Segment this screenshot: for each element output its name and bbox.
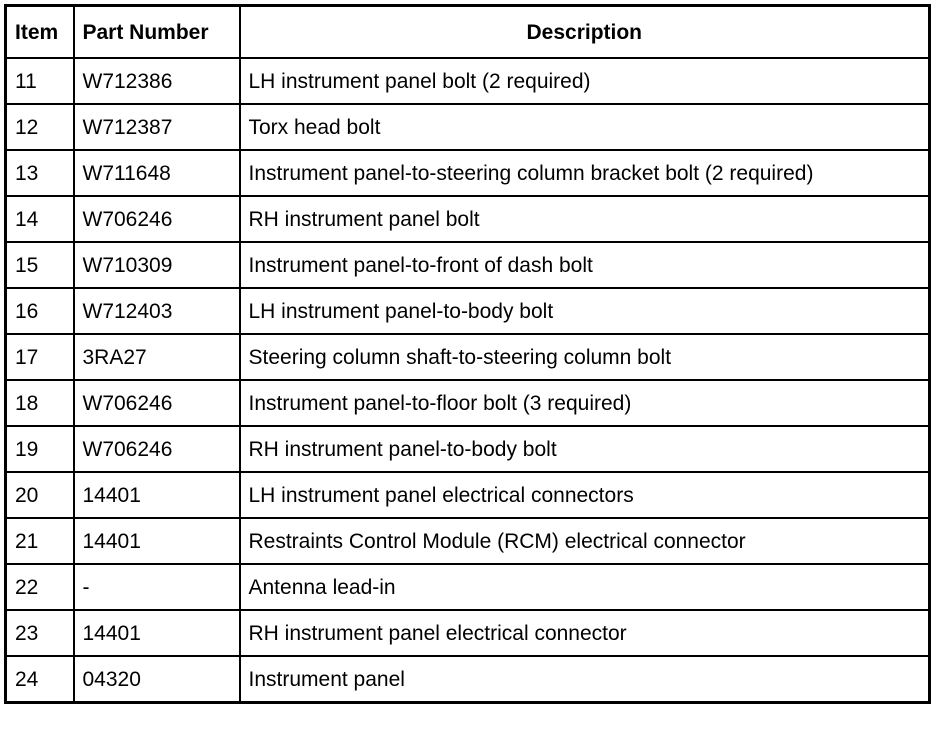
cell-part-number: W706246	[74, 380, 240, 426]
table-row	[6, 518, 930, 564]
cell-part-number: -	[74, 564, 240, 610]
table-row	[6, 288, 930, 334]
table-row	[6, 426, 930, 472]
cell-description: RH instrument panel bolt	[240, 196, 930, 242]
cell-item: 14	[6, 196, 74, 242]
cell-description: LH instrument panel bolt (2 required)	[240, 58, 930, 104]
cell-item: 11	[6, 58, 74, 104]
table-row	[6, 242, 930, 288]
cell-description: Instrument panel-to-front of dash bolt	[240, 242, 930, 288]
cell-part-number: W711648	[74, 150, 240, 196]
table-row	[6, 472, 930, 518]
cell-description: Instrument panel-to-floor bolt (3 required)	[240, 380, 930, 426]
table-row	[6, 380, 930, 426]
cell-item: 20	[6, 472, 74, 518]
cell-part-number: 04320	[74, 656, 240, 703]
cell-description: RH instrument panel-to-body bolt	[240, 426, 930, 472]
cell-part-number: W706246	[74, 426, 240, 472]
cell-item: 13	[6, 150, 74, 196]
table-row	[6, 150, 930, 196]
header-item: Item	[6, 6, 74, 59]
cell-part-number: 14401	[74, 518, 240, 564]
table-row	[6, 656, 930, 703]
cell-item: 21	[6, 518, 74, 564]
table-row	[6, 610, 930, 656]
table-header	[6, 6, 930, 59]
cell-description: Instrument panel	[240, 656, 930, 703]
cell-item: 19	[6, 426, 74, 472]
cell-item: 18	[6, 380, 74, 426]
cell-part-number: W710309	[74, 242, 240, 288]
cell-part-number: 14401	[74, 610, 240, 656]
cell-description: LH instrument panel electrical connectors	[240, 472, 930, 518]
cell-part-number: W712403	[74, 288, 240, 334]
cell-description: Instrument panel-to-steering column bracket bolt (2 required)	[240, 150, 930, 196]
table-body	[6, 58, 930, 703]
cell-item: 22	[6, 564, 74, 610]
cell-description: Torx head bolt	[240, 104, 930, 150]
table-row	[6, 564, 930, 610]
cell-item: 17	[6, 334, 74, 380]
cell-part-number: W706246	[74, 196, 240, 242]
cell-description: RH instrument panel electrical connector	[240, 610, 930, 656]
cell-item: 24	[6, 656, 74, 703]
table-row	[6, 104, 930, 150]
cell-description: Antenna lead-in	[240, 564, 930, 610]
table-row	[6, 334, 930, 380]
cell-part-number: W712386	[74, 58, 240, 104]
header-part-number: Part Number	[74, 6, 240, 59]
cell-description: Steering column shaft-to-steering column bolt	[240, 334, 930, 380]
cell-item: 16	[6, 288, 74, 334]
header-description: Description	[240, 6, 930, 59]
table-row	[6, 196, 930, 242]
table-row	[6, 58, 930, 104]
cell-item: 23	[6, 610, 74, 656]
cell-description: Restraints Control Module (RCM) electrical connector	[240, 518, 930, 564]
cell-part-number: W712387	[74, 104, 240, 150]
cell-item: 15	[6, 242, 74, 288]
cell-part-number: 3RA27	[74, 334, 240, 380]
cell-description: LH instrument panel-to-body bolt	[240, 288, 930, 334]
parts-table	[4, 4, 931, 704]
cell-item: 12	[6, 104, 74, 150]
header-row	[6, 6, 930, 59]
cell-part-number: 14401	[74, 472, 240, 518]
